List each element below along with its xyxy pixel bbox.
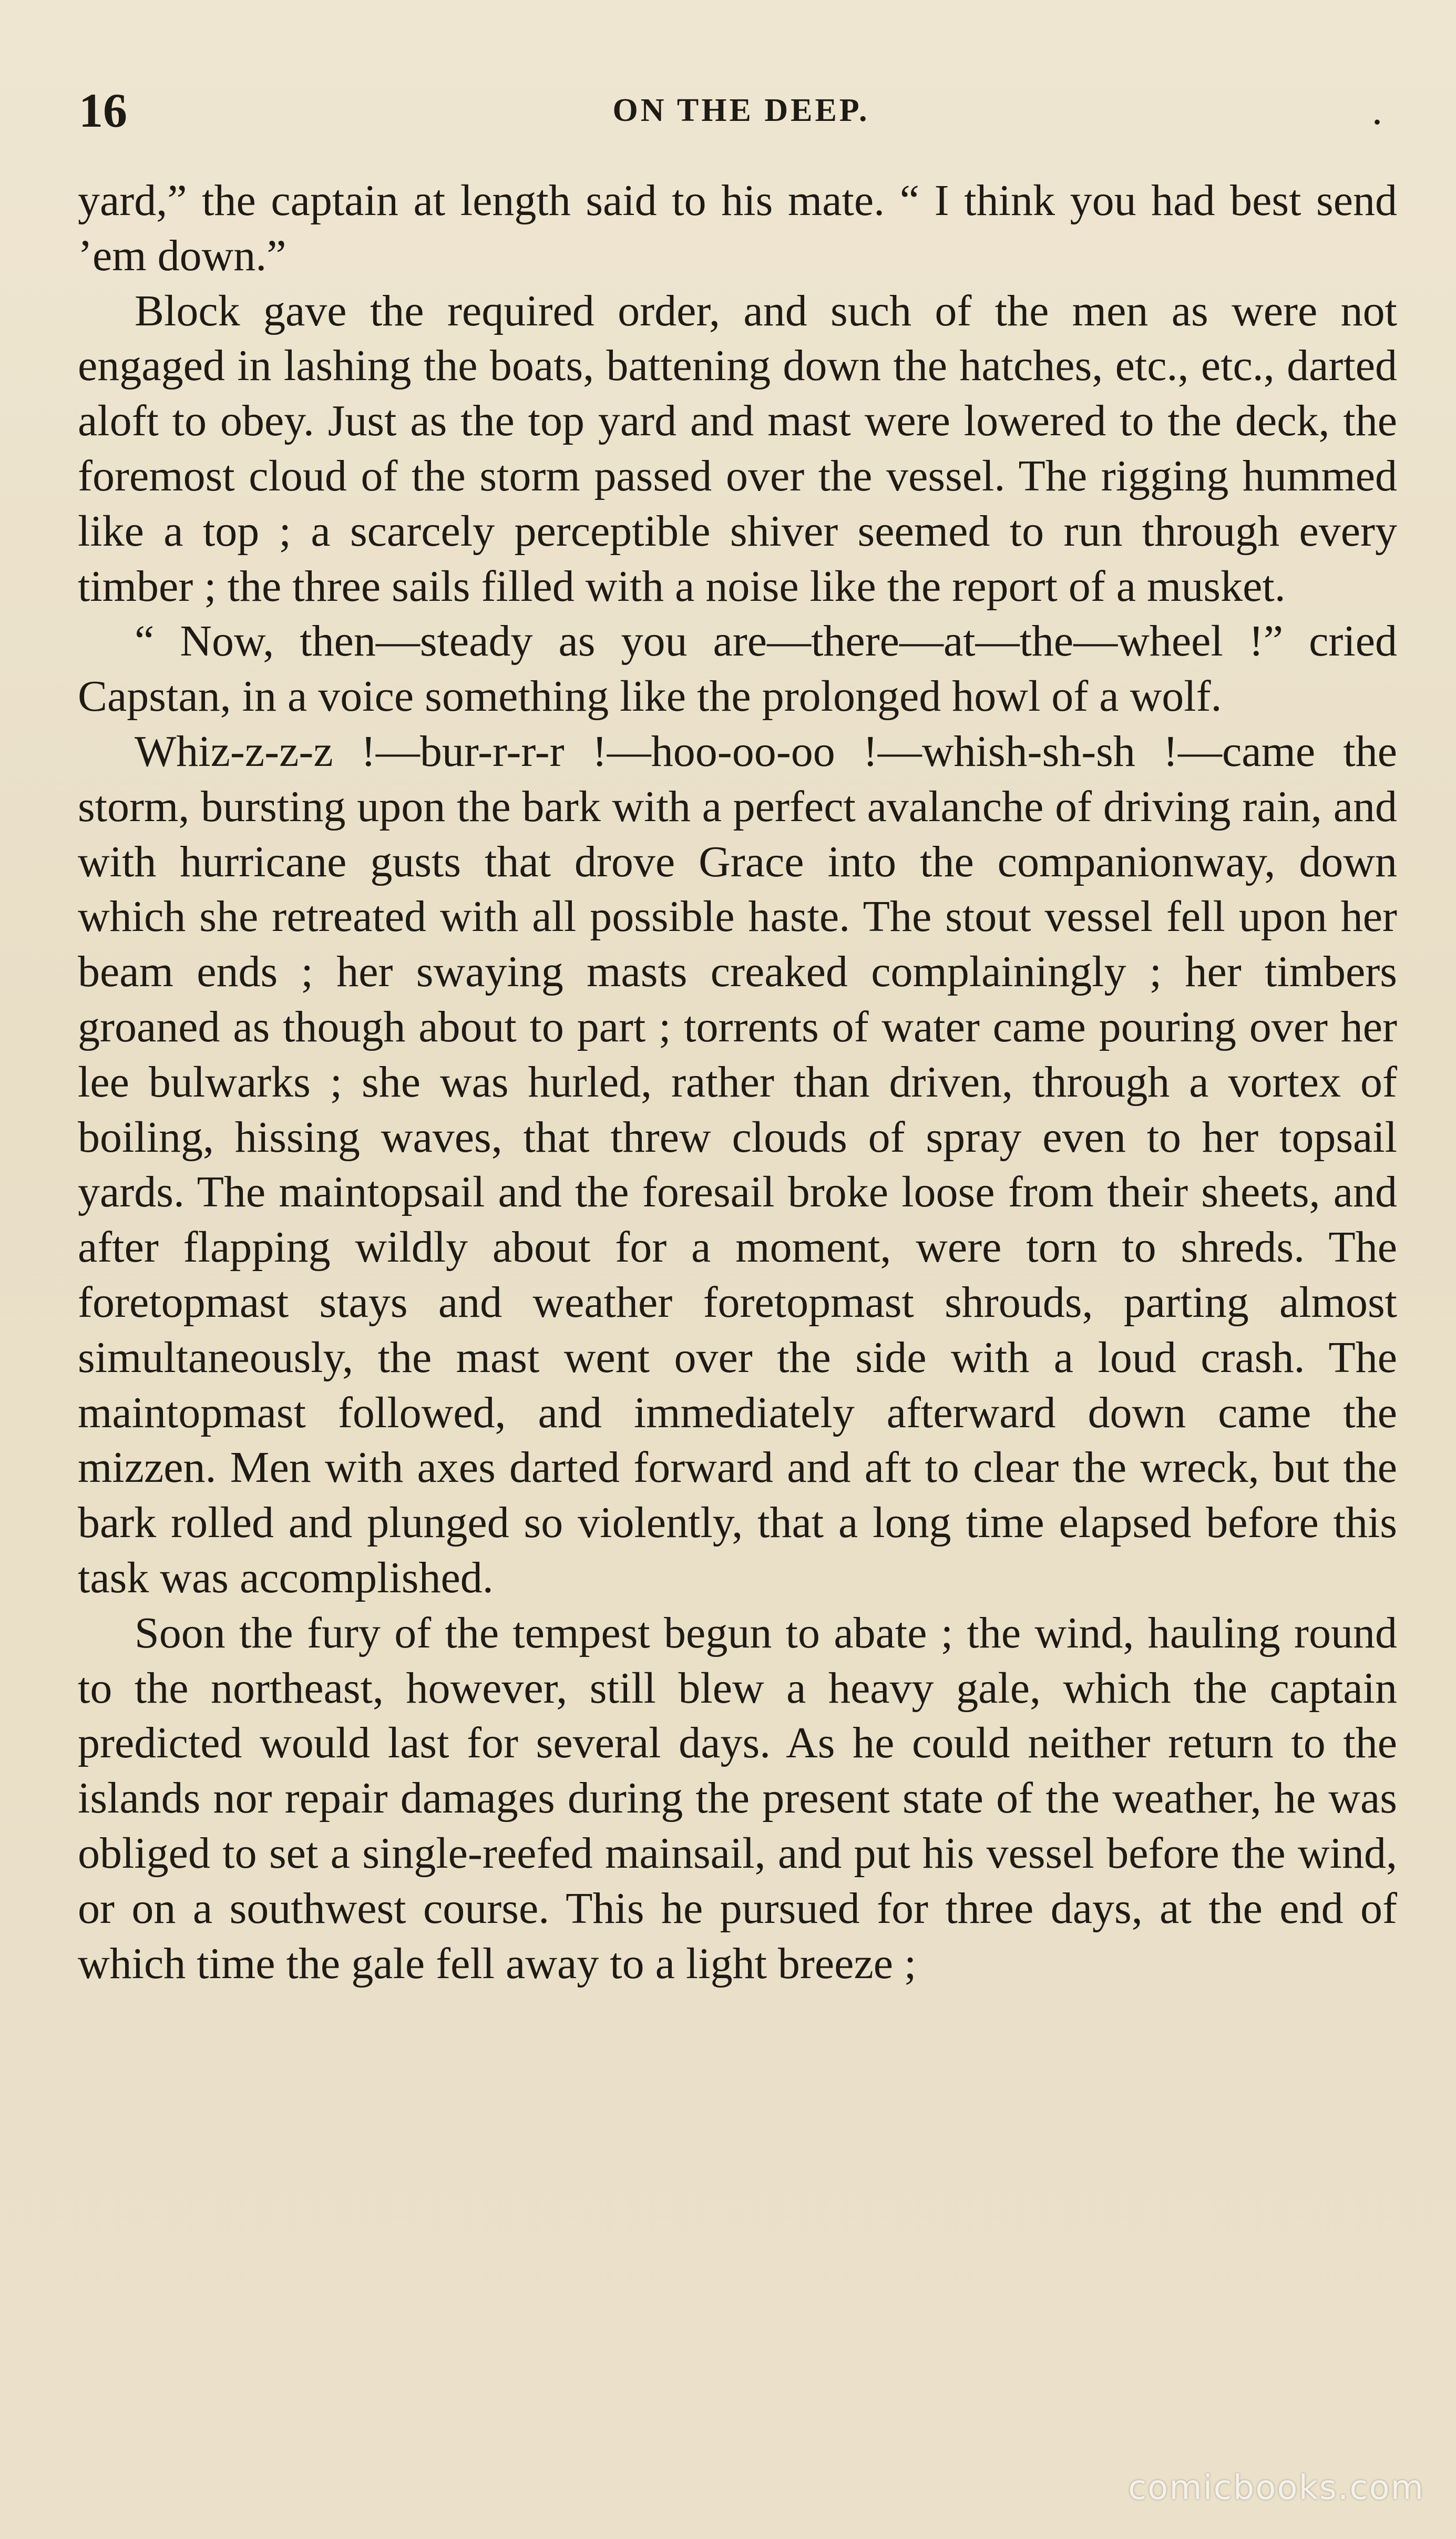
page-number: 16 [79, 84, 127, 137]
paragraph-3: “ Now, then—steady as you are—there—at—the—wheel !” cried Capstan, in a voice something like the prolonged howl of a wolf. [78, 617, 1397, 721]
paragraph-4: Whiz-z-z-z !—bur-r-r-r !—hoo-oo-oo !—whish-sh-sh !—came the storm, bursting upon the bark with a perfect avalanche of driving rain, and with hurricane gusts that drove Grace into the companionway, down which she retreated with all possible haste. The stout vessel fell upon her beam ends ; her swaying masts creaked complainingly ; her timbers groaned as though about to part ; torrents of water came pouring over her lee bulwarks ; she was hurled, rather than driven, through a vortex of boiling, hissing waves, that threw clouds of spray even to her topsail yards. The maintopsail and the foresail broke loose from their sheets, and after flapping wildly about for a moment, were torn to shreds. The foretopmast stays and weather foretopmast shrouds, parting almost simultaneously, the mast went over the side with a loud crash. The maintopmast followed, and immediately afterward down came the mizzen. Men with axes darted forward and aft to clear the wreck, but the bark rolled and plunged so violently, that a long time elapsed before this task was accomplished. [78, 726, 1397, 1602]
paragraph-1: yard,” the captain at length said to his mate. “ I think you had best send ’em down.” [78, 176, 1397, 280]
paragraph-2: Block gave the required order, and such of the men as were not engaged in lashing the boats, battening down the hatches, etc., etc., darted aloft to obey. Just as the top yard and mast were lowered to the deck, the foremost cloud of the storm passed over the vessel. The rigging hummed like a top ; a scarcely perceptible shiver seemed to run through every timber ; the three sails filled with a noise like the report of a musket. [78, 286, 1397, 611]
body-text [78, 173, 1397, 1991]
paragraph-5: Soon the fury of the tempest begun to abate ; the wind, hauling round to the northeast, however, still blew a heavy gale, which the captain predicted would last for several days. As he could neither return to the islands nor repair damages during the present state of the weather, he was obliged to set a single-reefed mainsail, and put his vessel before the wind, or on a southwest course. This he pursued for three days, at the end of which time the gale fell away to a light breeze ; [78, 1608, 1397, 1988]
watermark: comicbooks.com [1127, 2469, 1424, 2507]
page-header [79, 79, 1403, 142]
header-mark: . [1372, 87, 1382, 134]
running-head: ON THE DEEP. [612, 93, 870, 128]
